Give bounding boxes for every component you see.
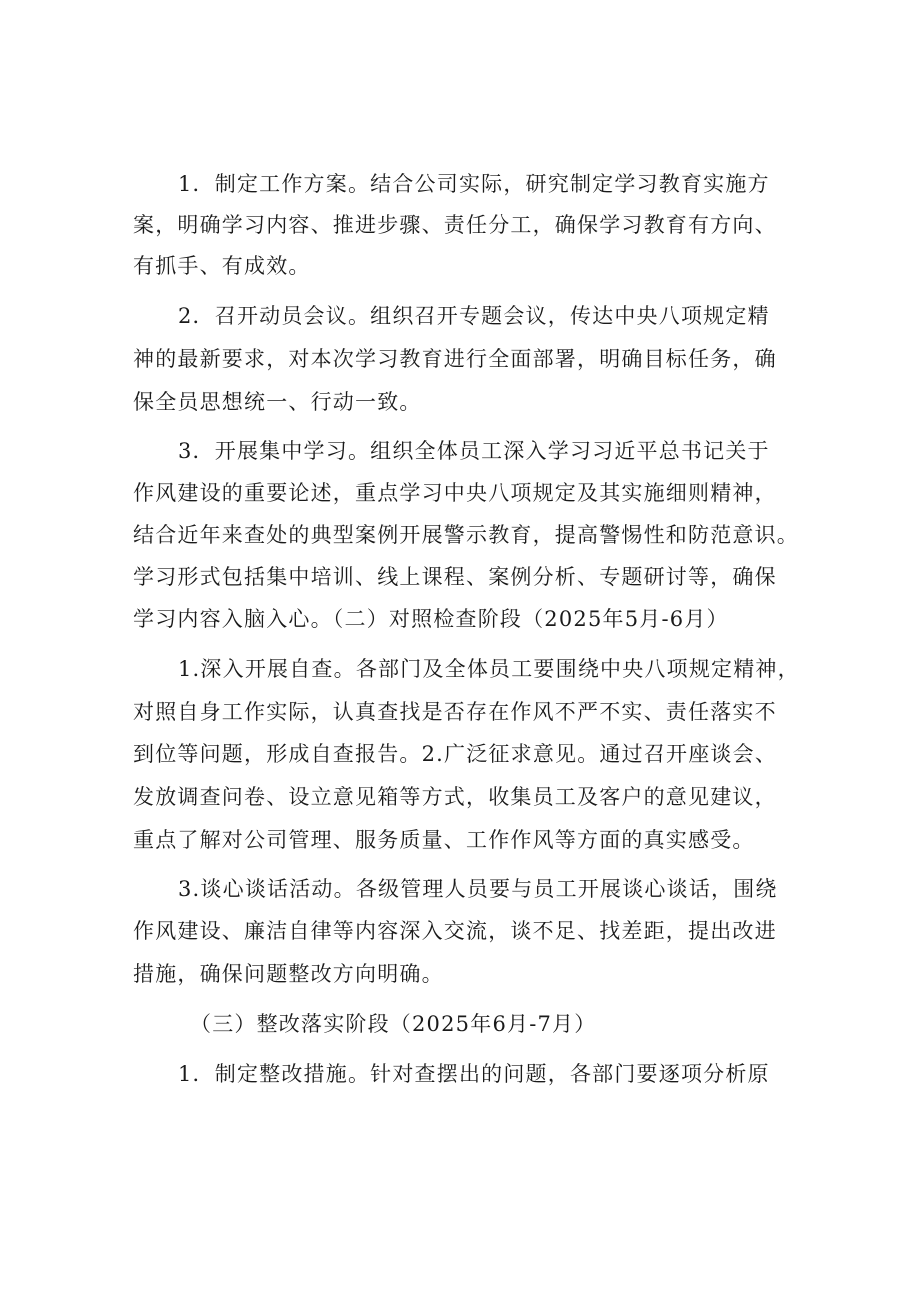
text-line: 学习内容入脑入心。（二）对照检查阶段（2025年5月-6月）: [133, 607, 729, 631]
text-line: 案，明确学习内容、推进步骤、责任分工，确保学习教育有方向、: [133, 213, 777, 237]
text-line: 作风建设的重要论述，重点学习中央八项规定及其实施细则精神，: [133, 481, 777, 505]
text-line: 学习形式包括集中培训、线上课程、案例分析、专题研讨等，确保: [133, 565, 777, 589]
text-line: 对照自身工作实际，认真查找是否存在作风不严不实、责任落实不: [133, 700, 777, 724]
text-line: 结合近年来查处的典型案例开展警示教育，提高警惕性和防范意识。: [133, 523, 799, 547]
text-line: 作风建设、廉洁自律等内容深入交流，谈不足、找差距，提出改进: [133, 919, 777, 943]
text-line: 措施，确保问题整改方向明确。: [133, 962, 444, 986]
text-line: 1．制定整改措施。针对查摆出的问题，各部门要逐项分析原: [178, 1062, 770, 1086]
text-line: 3．开展集中学习。组织全体员工深入学习习近平总书记关于: [178, 439, 770, 463]
text-line: 发放调查问卷、设立意见箱等方式，收集员工及客户的意见建议，: [133, 785, 777, 809]
section-heading: （三）整改落实阶段（2025年6月-7月）: [190, 1012, 597, 1036]
text-line: 保全员思想统一、行动一致。: [133, 390, 422, 414]
text-line: 重点了解对公司管理、服务质量、工作作风等方面的真实感受。: [133, 828, 755, 852]
text-line: 3.谈心谈话活动。各级管理人员要与员工开展谈心谈话，围绕: [178, 877, 778, 901]
text-line: 有抓手、有成效。: [133, 254, 311, 278]
text-line: 到位等问题，形成自查报告。2.广泛征求意见。通过召开座谈会、: [133, 742, 778, 766]
text-line: 2．召开动员会议。组织召开专题会议，传达中央八项规定精: [178, 304, 770, 328]
text-line: 神的最新要求，对本次学习教育进行全面部署，明确目标任务，确: [133, 347, 777, 371]
text-line: 1．制定工作方案。结合公司实际，研究制定学习教育实施方: [178, 172, 770, 196]
text-line: 1.深入开展自查。各部门及全体员工要围绕中央八项规定精神，: [178, 657, 800, 681]
